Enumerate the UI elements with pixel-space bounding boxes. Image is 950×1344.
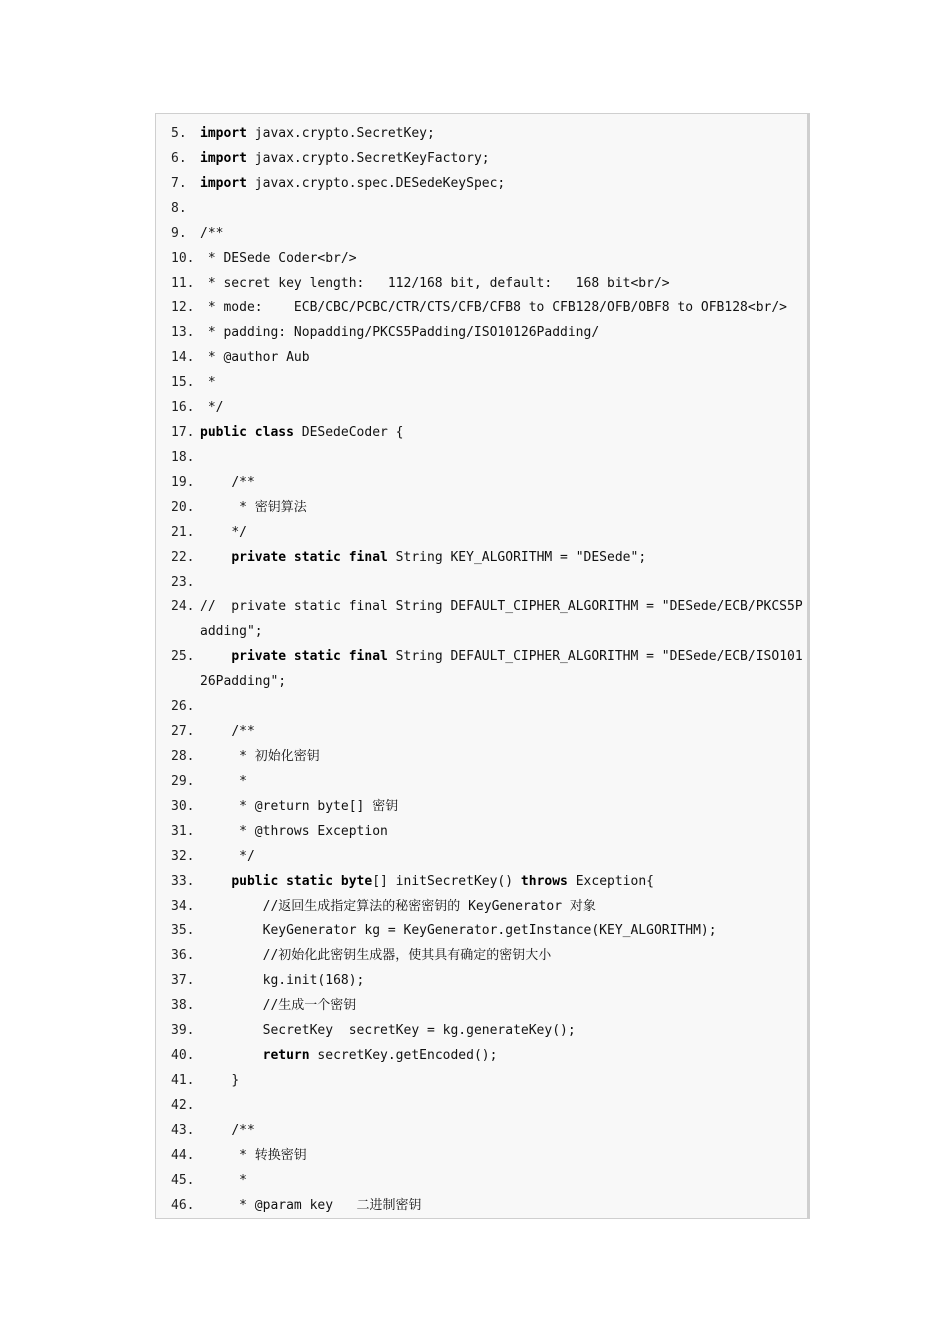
code-text: // private static final String DEFAULT_CIPHER_ALGORITHM = "DESede/ECB/PKCS5Padding"; [200,599,803,640]
line-number: 9. [171,225,187,241]
line-code [200,396,806,421]
line-number: 17. [171,425,195,441]
code-text: String DEFAULT_CIPHER_ALGORITHM = "DESede/ECB/ISO10126Padding"; [200,649,803,690]
code-line [156,994,807,1019]
line-number: 40. [171,1048,195,1064]
code-line [156,1069,807,1094]
code-keyword: return [262,1048,310,1064]
code-line [156,845,807,870]
line-code [200,745,806,770]
line-code [200,645,806,695]
line-number: 16. [171,400,195,416]
code-text: * DESede Coder<br/> [200,250,357,266]
code-text: * [200,375,216,391]
code-keyword: import [200,175,247,191]
line-number: 36. [171,948,195,964]
code-text: } [200,1072,240,1088]
code-line [156,895,807,920]
code-text: * padding: Nopadding/PKCS5Padding/ISO10126Padding/ [200,325,600,341]
code-line [156,720,807,745]
line-code [200,720,806,745]
code-keyword: import [200,150,247,166]
line-code [200,919,806,944]
line-code [200,471,806,496]
line-code [200,969,806,994]
line-number: 15. [171,375,195,391]
line-number: 24. [171,599,195,615]
line-code [200,1019,806,1044]
line-code [200,770,806,795]
code-text: * @author Aub [200,350,310,366]
code-text: * @return byte[] 密钥 [200,798,399,814]
code-line [156,645,807,695]
line-code [200,172,806,197]
line-number: 22. [171,549,195,565]
line-code [200,1069,806,1094]
code-line [156,1094,807,1119]
line-number: 14. [171,350,195,366]
line-code [200,296,806,321]
code-line [156,471,807,496]
code-text: [] initSecretKey() [372,873,521,889]
code-text [200,1048,263,1063]
line-number: 7. [171,175,187,191]
code-line [156,571,807,596]
line-number: 46. [171,1197,195,1213]
code-text: * @throws Exception [200,823,388,839]
code-text: //初始化此密钥生成器，使其具有确定的密钥大小 [200,948,552,964]
code-text: */ [200,400,224,416]
line-number: 35. [171,923,195,939]
line-code [200,595,806,645]
code-line [156,1194,807,1219]
code-line [156,446,807,471]
line-code [200,1119,806,1144]
code-line [156,247,807,272]
code-text: secretKey.getEncoded(); [309,1048,498,1064]
line-number: 41. [171,1072,195,1088]
code-text: /** [200,474,255,490]
line-number: 13. [171,325,195,341]
line-code [200,122,806,147]
code-lines [156,122,807,1218]
code-line [156,969,807,994]
code-keyword: public static byte [231,873,373,889]
code-text: String KEY_ALGORITHM = "DESede"; [387,549,647,565]
code-line [156,546,807,571]
code-text: * [200,1172,247,1188]
code-keyword: throws [520,873,568,889]
code-text: * secret key length: 112/168 bit, default: 168 bit<br/> [200,275,670,291]
line-number: 19. [171,474,195,490]
code-line [156,496,807,521]
line-code [200,795,806,820]
line-number: 28. [171,748,195,764]
line-number: 21. [171,524,195,540]
code-line [156,521,807,546]
line-number: 43. [171,1122,195,1138]
code-text: javax.crypto.spec.DESedeKeySpec; [246,175,506,191]
line-number: 25. [171,649,195,665]
code-text [200,874,231,889]
line-code [200,1169,806,1194]
code-line [156,147,807,172]
code-text: * 初始化密钥 [200,748,320,764]
code-keyword: import [200,126,247,141]
code-line [156,371,807,396]
code-line [156,421,807,446]
code-line [156,695,807,720]
code-text: Exception{ [567,873,654,889]
code-line [156,1144,807,1169]
code-text: kg.init(168); [200,973,365,989]
line-number: 20. [171,499,195,515]
line-number: 6. [171,150,187,166]
code-line [156,396,807,421]
code-listing [155,113,810,1219]
line-number: 45. [171,1172,195,1188]
line-code [200,845,806,870]
code-text: //生成一个密钥 [200,998,357,1014]
code-line [156,870,807,895]
line-code [200,147,806,172]
code-line [156,919,807,944]
code-text: javax.crypto.SecretKeyFactory; [246,150,490,166]
code-line [156,944,807,969]
line-number: 11. [171,275,195,291]
code-text: SecretKey secretKey = kg.generateKey(); [200,1023,576,1039]
code-line [156,122,807,147]
code-text: KeyGenerator kg = KeyGenerator.getInstance(KEY_ALGORITHM); [200,923,717,939]
code-line [156,595,807,645]
code-line [156,321,807,346]
code-text: * 转换密钥 [200,1147,307,1163]
line-number: 18. [171,449,195,465]
code-line [156,172,807,197]
code-text: */ [200,848,255,864]
line-number: 44. [171,1147,195,1163]
line-number: 12. [171,300,195,316]
line-code [200,895,806,920]
line-code [200,346,806,371]
line-code [200,994,806,1019]
code-text: /** [200,1122,255,1138]
line-number: 42. [171,1097,195,1113]
code-keyword: private static final [231,649,388,665]
line-number: 34. [171,898,195,914]
code-line [156,1044,807,1069]
code-line [156,272,807,297]
line-number: 38. [171,998,195,1014]
code-line [156,1169,807,1194]
code-line [156,346,807,371]
line-number: 39. [171,1023,195,1039]
code-text: javax.crypto.SecretKey; [246,126,435,141]
code-line [156,222,807,247]
code-line [156,1019,807,1044]
code-line [156,770,807,795]
line-number: 33. [171,873,195,889]
line-number: 23. [171,574,195,590]
code-text: DESedeCoder { [293,425,404,441]
line-number: 31. [171,823,195,839]
code-text [200,649,231,664]
line-code [200,521,806,546]
code-line [156,197,807,222]
line-number: 5. [171,126,187,141]
code-text: * [200,773,247,789]
code-line [156,745,807,770]
line-number: 27. [171,724,195,740]
code-line [156,820,807,845]
code-keyword: public class [200,425,294,441]
line-number: 8. [171,200,187,216]
line-code [200,1044,806,1069]
line-code [200,247,806,272]
line-number: 29. [171,773,195,789]
line-code [200,1144,806,1169]
code-line [156,1119,807,1144]
line-code [200,1194,806,1219]
code-text: */ [200,524,247,540]
line-code [200,546,806,571]
code-text: /** [200,225,224,241]
line-code [200,820,806,845]
code-text: //返回生成指定算法的秘密密钥的 KeyGenerator 对象 [200,898,596,914]
line-code [200,222,806,247]
line-number: 26. [171,699,195,715]
line-number: 32. [171,848,195,864]
line-code [200,272,806,297]
line-code [200,371,806,396]
line-code [200,421,806,446]
line-code [200,321,806,346]
line-code [200,870,806,895]
line-number: 30. [171,798,195,814]
line-code [200,944,806,969]
code-text: * @param key 二进制密钥 [200,1197,422,1213]
code-text: * mode: ECB/CBC/PCBC/CTR/CTS/CFB/CFB8 to CFB128/OFB/OBF8 to OFB128<br/> [200,300,788,316]
code-keyword: private static final [231,549,388,565]
code-line [156,296,807,321]
line-number: 37. [171,973,195,989]
code-text [200,550,231,565]
code-text: * 密钥算法 [200,499,307,515]
code-line [156,795,807,820]
line-code [200,496,806,521]
code-text: /** [200,724,255,740]
line-number: 10. [171,250,195,266]
